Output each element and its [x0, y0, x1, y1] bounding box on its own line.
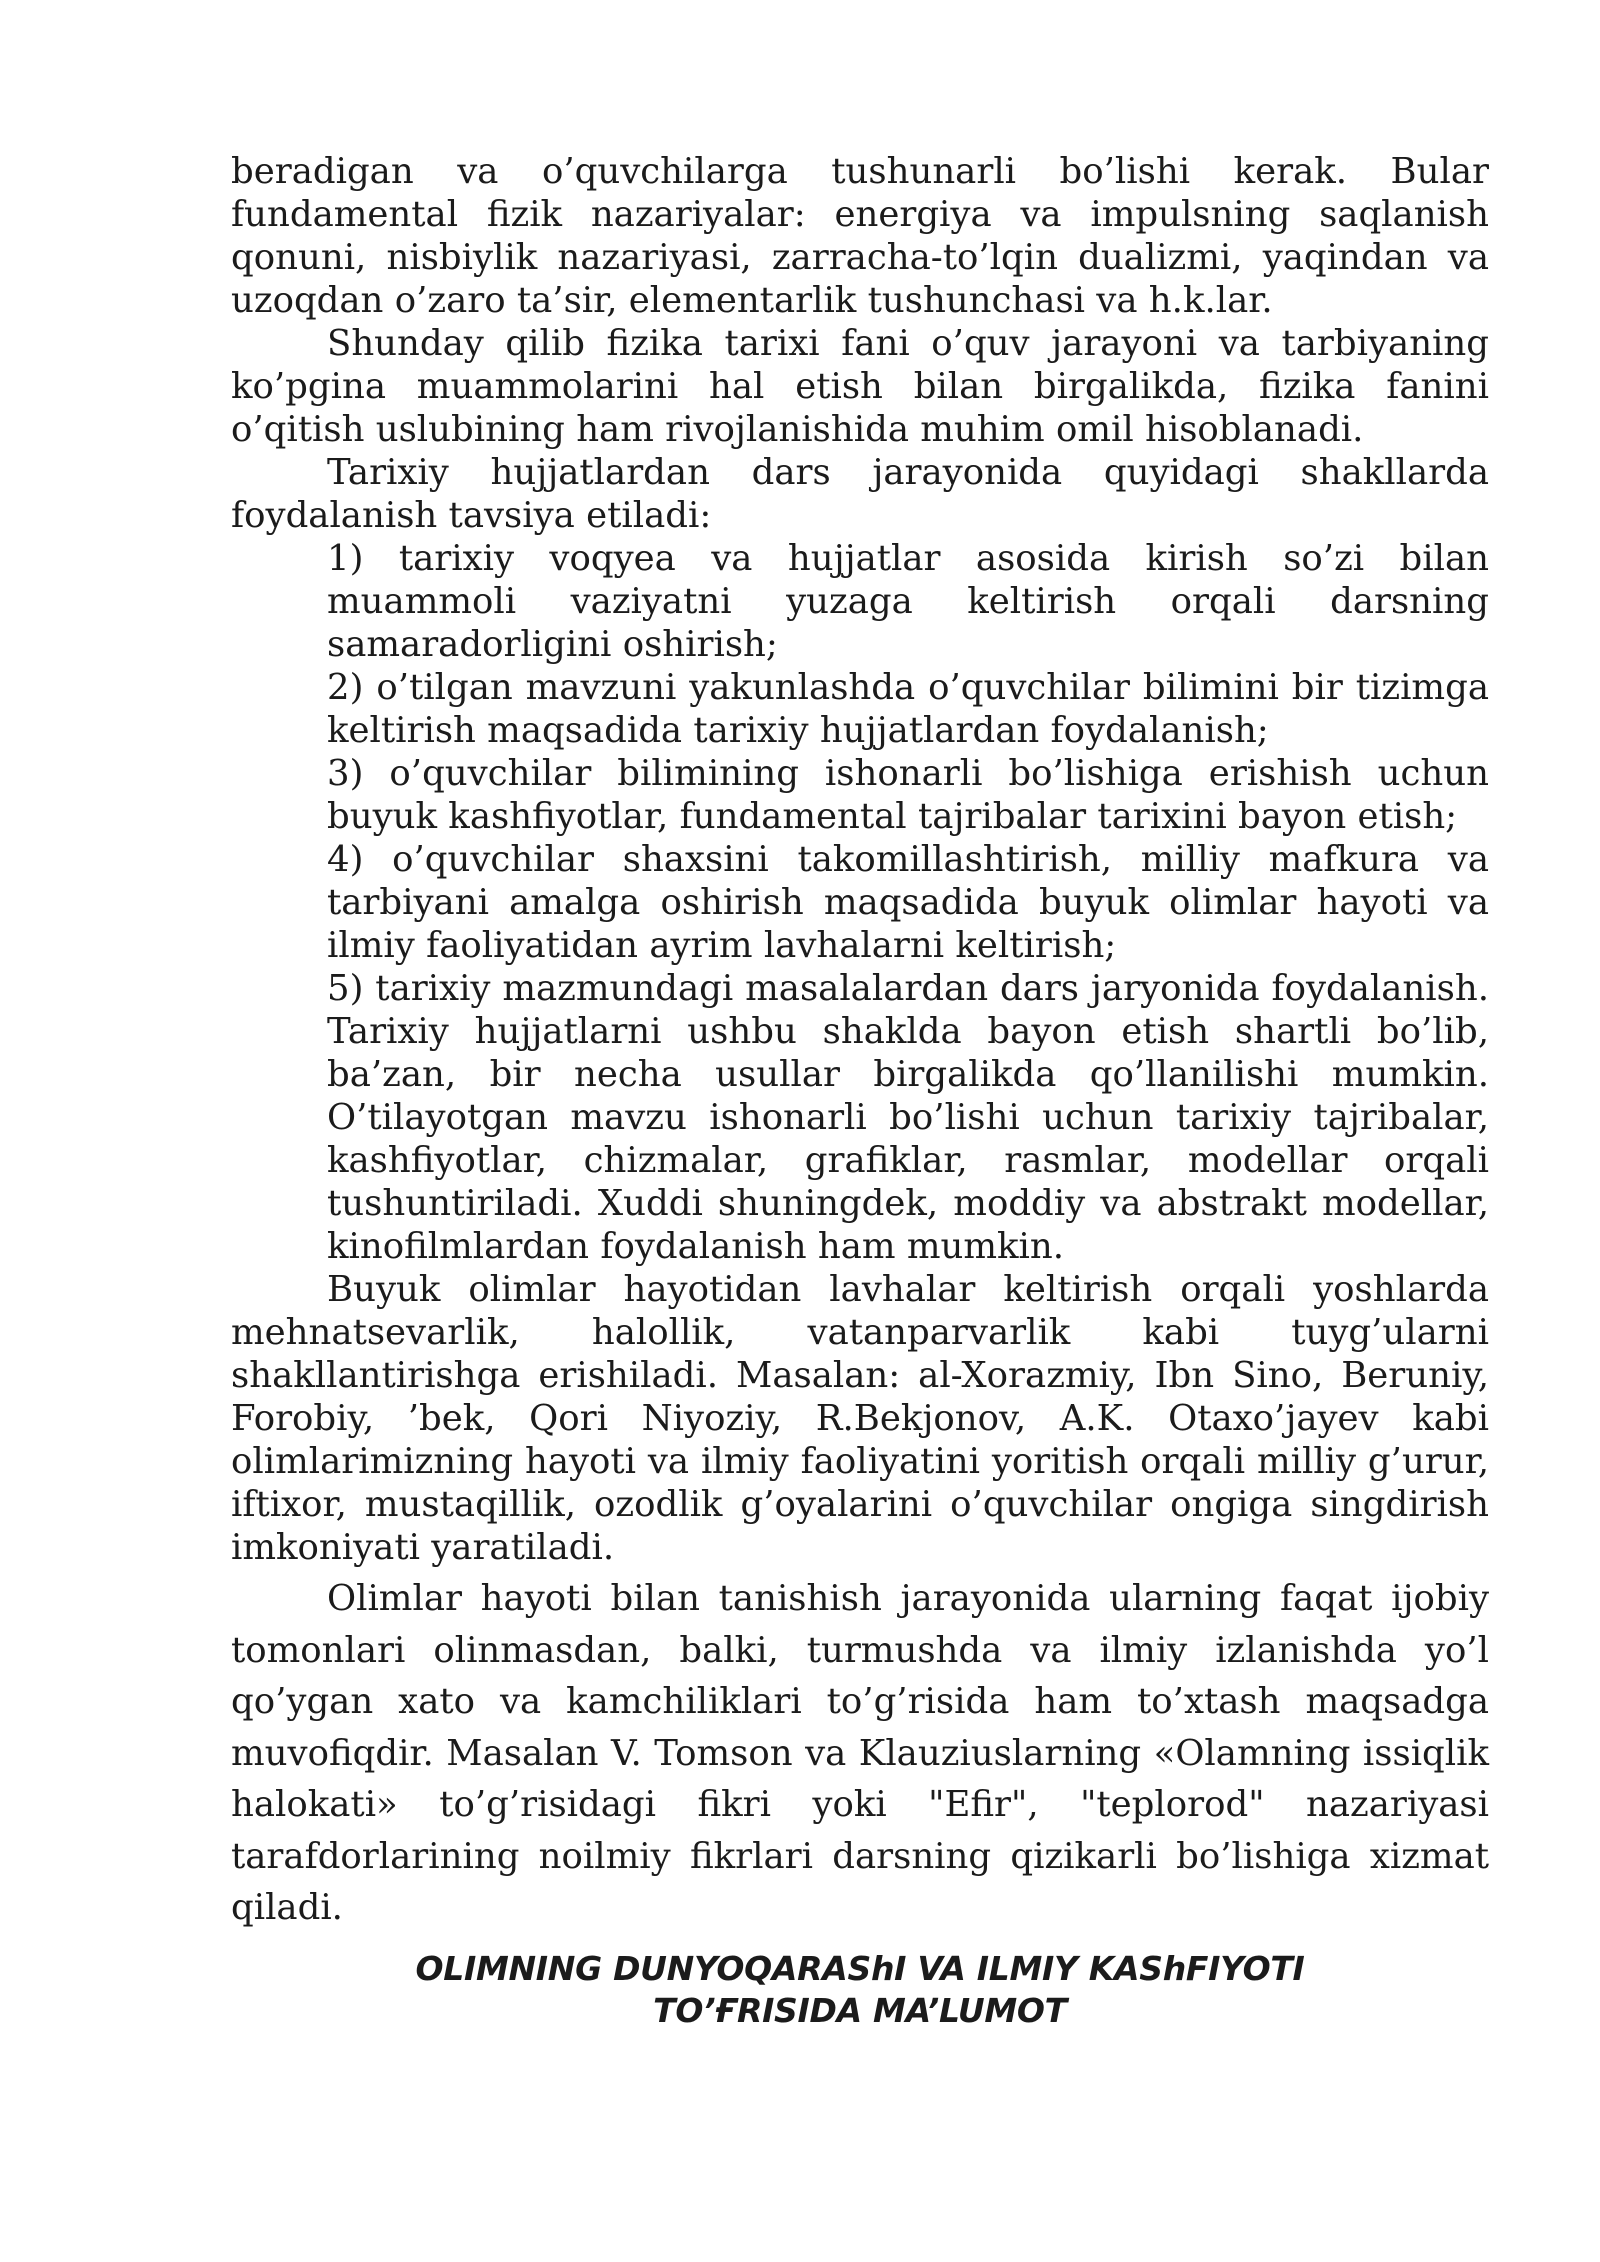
list-item: 1) tarixiy voqyea va hujjatlar asosida kirish so’zi bilan muammoli vaziyatni yuzaga keltirish orqali darsning samaradorligini oshirish;	[327, 538, 1489, 665]
list-item: 4) o’quvchilar shaxsini takomillashtirish, milliy mafkura va tarbiyani amalga oshirish maqsadida buyuk olimlar hayoti va ilmiy faoliyatidan ayrim lavhalarni keltirish;	[327, 839, 1489, 966]
list-item: 3) o’quvchilar bilimining ishonarli bo’lishiga erishish uchun buyuk kashfiyotlar, fundamental tajribalar tarixini bayon etish;	[327, 753, 1489, 837]
paragraph-history-importance: Shunday qilib fizika tarixi fani o’quv jarayoni va tarbiyaning ko’pgina muammolarini hal etish bilan birgalikda, fizika fanini o’qitish uslubining ham rivojlanishida muhim omil hisoblanadi.	[231, 323, 1489, 450]
list-item: 2) o’tilgan mavzuni yakunlashda o’quvchilar bilimini bir tizimga keltirish maqsadida tarixiy hujjatlardan foydalanish;	[327, 667, 1489, 751]
section-heading-line-1: OLIMNING DUNYOQARAShI VA ILMIY KAShFIYOTI	[415, 1948, 1305, 1988]
document-page	[231, 150, 1489, 2032]
paragraph-scientists-mistakes: Olimlar hayoti bilan tanishish jarayonida ularning faqat ijobiy tomonlari olinmasdan, balki, turmushda va ilmiy izlanishda yo’l qo’ygan xato va kamchiliklari to’g’risida ham to’xtash maqsadga muvofiqdir. Masalan V. Tomson va Klauziuslarning «Olamning issiqlik halokati» to’g’risidagi fikri yoki "Efir", "teplorod" nazariyasi tarafdorlarining noilmiy fikrlari darsning qizikarli bo’lishiga xizmat qiladi.	[231, 1578, 1489, 1928]
paragraph-fundamental-theories: beradigan va o’quvchilarga tushunarli bo’lishi kerak. Bular fundamental fizik nazariyalar: energiya va impulsning saqlanish qonuni, nisbiylik nazariyasi, zarracha-to’lqin dualizmi, yaqindan va uzoqdan o’zaro ta’sir, elementarlik tushunchasi va h.k.lar.	[231, 151, 1489, 321]
section-heading	[231, 1948, 1489, 2032]
paragraph-usage-forms-intro: Tarixiy hujjatlardan dars jarayonida quyidagi shakllarda foydalanish tavsiya etiladi:	[231, 452, 1489, 536]
paragraph-great-scientists: Buyuk olimlar hayotidan lavhalar keltirish orqali yoshlarda mehnatsevarlik, halollik, vatanparvarlik kabi tuyg’ularni shakllantirishga erishiladi. Masalan: al-Xorazmiy, Ibn Sino, Beruniy, Forobiy, ’bek, Qori Niyoziy, R.Bekjonov, A.K. Otaxo’jayev kabi olimlarimizning hayoti va ilmiy faoliyatini yoritish orqali milliy g’urur, iftixor, mustaqillik, ozodlik g’oyalarini o’quvchilar ongiga singdirish imkoniyati yaratiladi.	[231, 1269, 1489, 1568]
usage-forms-list	[231, 537, 1489, 1268]
section-heading-line-2: TO’ҒRISIDA MA’LUMOT	[653, 1990, 1067, 2030]
list-item: 5) tarixiy mazmundagi masalalardan dars jaryonida foydalanish. Tarixiy hujjatlarni ushbu shaklda bayon etish shartli bo’lib, ba’zan, bir necha usullar birgalikda qo’llanilishi mumkin. O’tilayotgan mavzu ishonarli bo’lishi uchun tarixiy tajribalar, kashfiyotlar, chizmalar, grafiklar, rasmlar, modellar orqali tushuntiriladi. Xuddi shuningdek, moddiy va abstrakt modellar, kinofilmlardan foydalanish ham mumkin.	[327, 968, 1489, 1267]
